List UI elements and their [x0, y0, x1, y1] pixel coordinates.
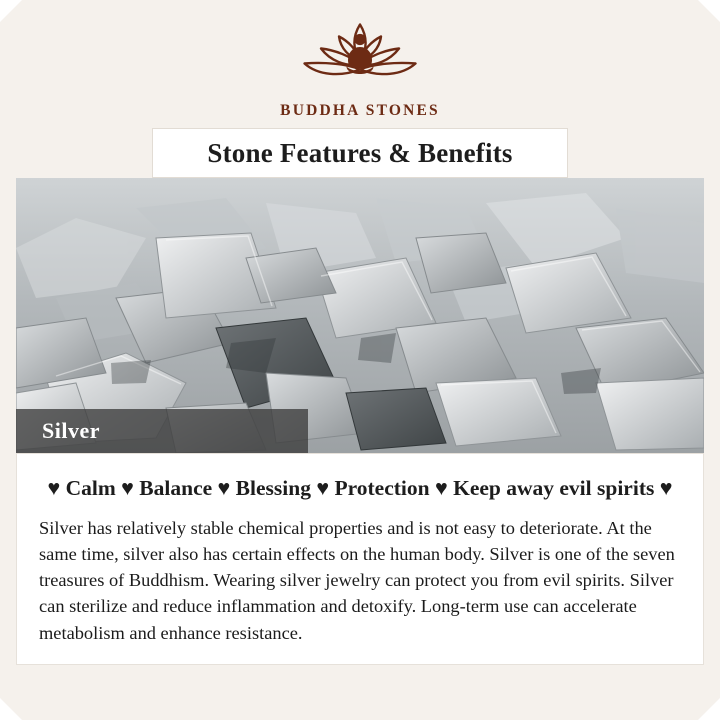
corner-decoration-bottom-left [0, 698, 22, 720]
corner-decoration-top-left [0, 0, 22, 22]
photo-caption-label: Silver [42, 418, 100, 443]
section-title-band [152, 128, 568, 178]
corner-decoration-top-right [698, 0, 720, 22]
keywords-line: ♥ Calm ♥ Balance ♥ Blessing ♥ Protection ♥ Keep away evil spirits ♥ [47, 476, 673, 500]
description-card [16, 453, 704, 665]
corner-decoration-bottom-right [698, 698, 720, 720]
photo-caption [16, 409, 308, 453]
description-text: Silver has relatively stable chemical properties and is not easy to deteriorate. At the same time, silver also has certain effects on the human body. Silver is one of the seven treasures of Buddhism. Wearing silver jewelry can protect you from evil spirits. Silver can sterilize and reduce inflammation and detoxify. Long-term use can accelerate metabolism and enhance resistance. [39, 518, 675, 643]
stone-photo [16, 178, 704, 453]
brand-block [0, 20, 720, 120]
lotus-meditation-icon [285, 20, 435, 98]
page-title: Stone Features & Benefits [207, 137, 513, 168]
brand-name: BUDDHA STONES [280, 102, 440, 119]
